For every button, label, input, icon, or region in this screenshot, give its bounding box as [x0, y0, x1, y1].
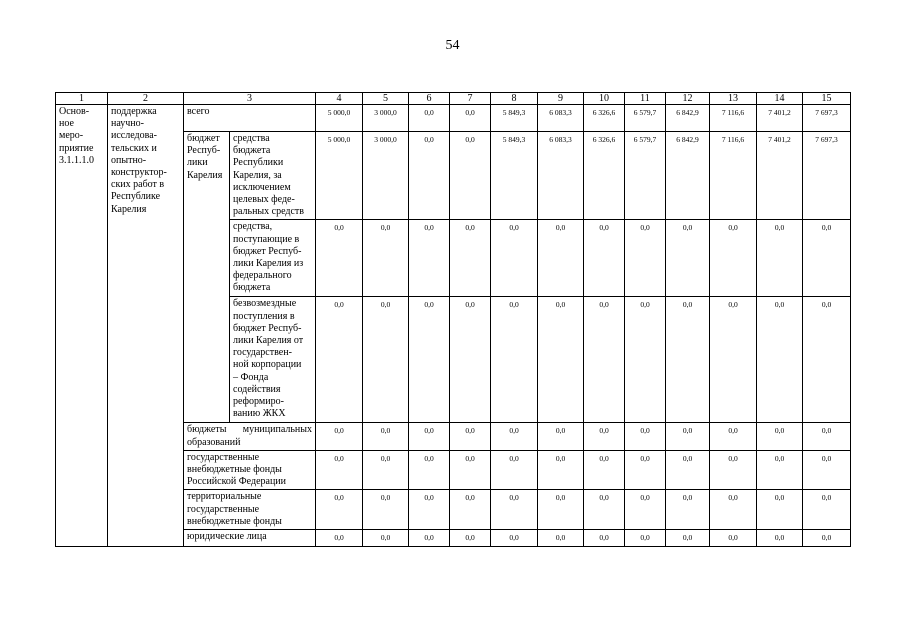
value-cell: 0,0 — [491, 530, 538, 547]
header-cell: 4 — [316, 93, 363, 105]
value-cell: 7 401,2 — [757, 105, 803, 132]
value-cell: 0,0 — [450, 220, 491, 297]
header-cell: 11 — [625, 93, 666, 105]
value-cell: 0,0 — [450, 450, 491, 490]
table-row — [56, 105, 851, 132]
value-cell: 0,0 — [666, 423, 710, 450]
value-cell: 0,0 — [757, 530, 803, 547]
value-cell: 6 083,3 — [538, 105, 584, 132]
row-label: юридические лица — [184, 530, 316, 547]
value-cell: 0,0 — [625, 450, 666, 490]
value-cell: 6 326,6 — [584, 132, 625, 220]
value-cell: 0,0 — [538, 423, 584, 450]
value-cell: 0,0 — [584, 490, 625, 530]
value-cell: 0,0 — [491, 220, 538, 297]
header-cell: 9 — [538, 93, 584, 105]
value-cell: 0,0 — [666, 450, 710, 490]
value-cell: 0,0 — [450, 423, 491, 450]
value-cell: 0,0 — [757, 490, 803, 530]
value-cell: 7 697,3 — [803, 105, 851, 132]
value-cell: 0,0 — [625, 490, 666, 530]
value-cell: 0,0 — [757, 450, 803, 490]
value-cell: 0,0 — [803, 450, 851, 490]
value-cell: 0,0 — [450, 530, 491, 547]
header-cell: 13 — [710, 93, 757, 105]
republic-budget-label: бюджет Респуб- лики Карелия — [187, 133, 223, 181]
value-cell: 0,0 — [710, 220, 757, 297]
value-cell: 0,0 — [584, 297, 625, 423]
row-label: средства, поступающие в бюджет Респуб- лики Карелия из федерального бюджета — [230, 220, 316, 297]
value-cell: 0,0 — [316, 530, 363, 547]
value-cell: 0,0 — [538, 220, 584, 297]
value-cell: 3 000,0 — [363, 132, 409, 220]
value-cell: 0,0 — [803, 490, 851, 530]
value-cell: 0,0 — [491, 450, 538, 490]
value-cell: 0,0 — [710, 490, 757, 530]
value-cell: 0,0 — [316, 220, 363, 297]
header-cell: 5 — [363, 93, 409, 105]
value-cell: 0,0 — [363, 450, 409, 490]
value-cell: 0,0 — [450, 297, 491, 423]
value-cell: 0,0 — [491, 423, 538, 450]
value-cell: 0,0 — [584, 220, 625, 297]
value-cell: 0,0 — [316, 423, 363, 450]
value-cell: 0,0 — [666, 490, 710, 530]
republic-budget-cell — [184, 132, 230, 423]
row-label: бюджеты муниципальных образований — [184, 423, 316, 450]
value-cell: 6 579,7 — [625, 105, 666, 132]
value-cell: 0,0 — [409, 450, 450, 490]
value-cell: 0,0 — [491, 297, 538, 423]
value-cell: 7 116,6 — [710, 132, 757, 220]
value-cell: 0,0 — [803, 220, 851, 297]
value-cell: 0,0 — [538, 490, 584, 530]
row-label: территориальные государственные внебюджетные фонды — [184, 490, 316, 530]
value-cell: 0,0 — [363, 220, 409, 297]
header-cell: 3 — [184, 93, 316, 105]
value-cell: 6 326,6 — [584, 105, 625, 132]
value-cell: 7 401,2 — [757, 132, 803, 220]
value-cell: 0,0 — [710, 450, 757, 490]
value-cell: 6 083,3 — [538, 132, 584, 220]
value-cell: 0,0 — [316, 297, 363, 423]
header-cell: 10 — [584, 93, 625, 105]
value-cell: 0,0 — [625, 297, 666, 423]
value-cell: 0,0 — [710, 297, 757, 423]
value-cell: 0,0 — [450, 490, 491, 530]
value-cell: 0,0 — [450, 132, 491, 220]
value-cell: 0,0 — [803, 530, 851, 547]
value-cell: 0,0 — [363, 423, 409, 450]
value-cell: 0,0 — [450, 105, 491, 132]
value-cell: 0,0 — [757, 220, 803, 297]
value-cell: 0,0 — [757, 297, 803, 423]
value-cell: 6 842,9 — [666, 132, 710, 220]
value-cell: 0,0 — [584, 423, 625, 450]
row-label: безвозмездные поступления в бюджет Респуб- лики Карелия от государствен- ной корпорации – Фонда содействия реформиро- ванию ЖКХ — [230, 297, 316, 423]
value-cell: 0,0 — [409, 220, 450, 297]
value-cell: 0,0 — [409, 490, 450, 530]
row-label: государственные внебюджетные фонды Российской Федерации — [184, 450, 316, 490]
value-cell: 5 000,0 — [316, 105, 363, 132]
value-cell: 7 116,6 — [710, 105, 757, 132]
funding-table — [55, 92, 851, 547]
value-cell: 5 000,0 — [316, 132, 363, 220]
value-cell: 0,0 — [409, 530, 450, 547]
value-cell: 0,0 — [538, 450, 584, 490]
header-cell: 15 — [803, 93, 851, 105]
value-cell: 0,0 — [316, 450, 363, 490]
value-cell: 0,0 — [803, 423, 851, 450]
header-cell: 12 — [666, 93, 710, 105]
value-cell: 0,0 — [491, 490, 538, 530]
value-cell: 0,0 — [757, 423, 803, 450]
value-cell: 0,0 — [803, 297, 851, 423]
value-cell: 0,0 — [363, 490, 409, 530]
description-text: поддержка научно- исследова- тельских и опытно- конструктор- ских работ в Республике Карелия — [111, 106, 167, 215]
value-cell: 0,0 — [409, 297, 450, 423]
value-cell: 0,0 — [584, 450, 625, 490]
value-cell: 0,0 — [409, 132, 450, 220]
row-label: средства бюджета Республики Карелия, за исключением целевых феде- ральных средств — [230, 132, 316, 220]
value-cell: 0,0 — [409, 105, 450, 132]
value-cell: 0,0 — [538, 530, 584, 547]
value-cell: 0,0 — [538, 297, 584, 423]
main-activity-text: Основ- ное меро- приятие 3.1.1.1.0 — [59, 106, 94, 166]
value-cell: 0,0 — [710, 530, 757, 547]
value-cell: 0,0 — [666, 297, 710, 423]
value-cell: 0,0 — [584, 530, 625, 547]
header-cell: 6 — [409, 93, 450, 105]
value-cell: 0,0 — [710, 423, 757, 450]
value-cell: 0,0 — [625, 530, 666, 547]
page-number: 54 — [445, 38, 460, 53]
description-cell — [108, 105, 184, 547]
header-cell: 2 — [108, 93, 184, 105]
main-activity-cell — [56, 105, 108, 547]
value-cell: 0,0 — [625, 220, 666, 297]
value-cell: 6 579,7 — [625, 132, 666, 220]
value-cell: 6 842,9 — [666, 105, 710, 132]
value-cell: 0,0 — [409, 423, 450, 450]
header-cell: 14 — [757, 93, 803, 105]
value-cell: 3 000,0 — [363, 105, 409, 132]
value-cell: 0,0 — [666, 220, 710, 297]
header-row — [56, 93, 851, 105]
value-cell: 7 697,3 — [803, 132, 851, 220]
value-cell: 0,0 — [666, 530, 710, 547]
value-cell: 5 849,3 — [491, 105, 538, 132]
value-cell: 0,0 — [363, 530, 409, 547]
value-cell: 0,0 — [316, 490, 363, 530]
header-cell: 1 — [56, 93, 108, 105]
header-cell: 8 — [491, 93, 538, 105]
value-cell: 5 849,3 — [491, 132, 538, 220]
value-cell: 0,0 — [625, 423, 666, 450]
value-cell: 0,0 — [363, 297, 409, 423]
row-label: всего — [184, 105, 316, 132]
header-cell: 7 — [450, 93, 491, 105]
